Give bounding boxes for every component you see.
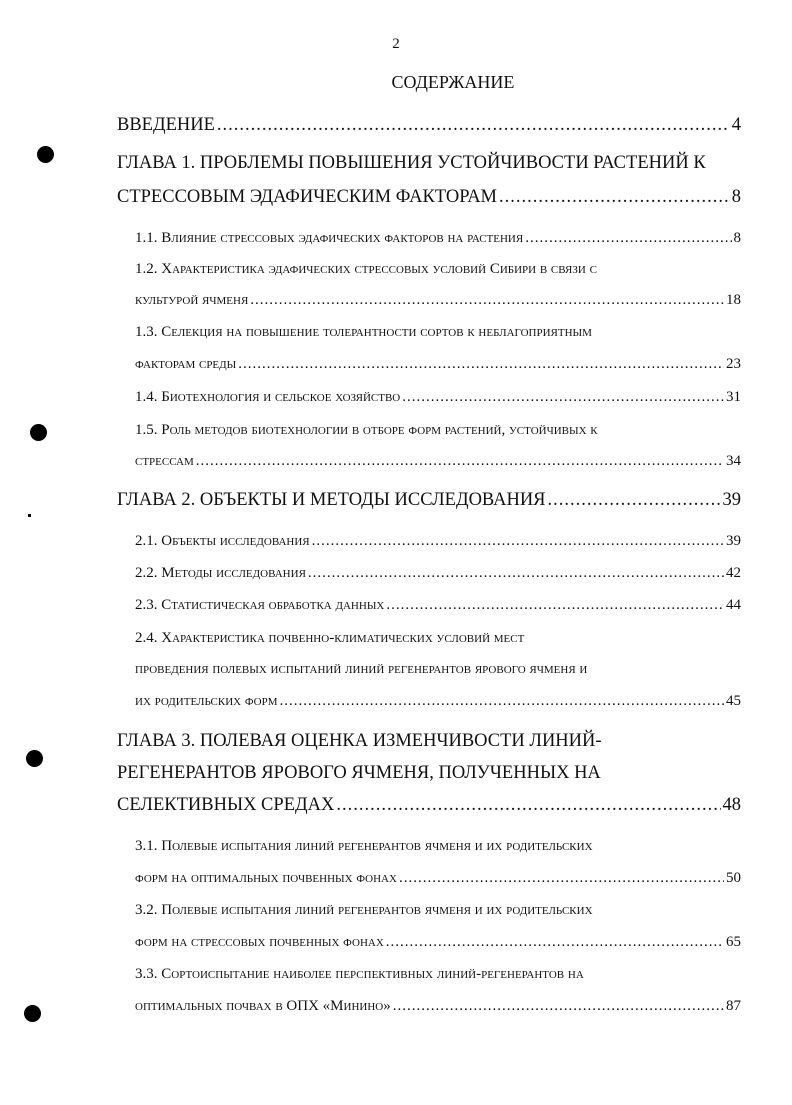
toc-entry-text: 2.2. Методы исследования [135,565,306,581]
toc-entry-section-2-2[interactable] [135,559,741,587]
toc-entry-page: 44 [726,597,741,613]
scan-speck [28,514,31,517]
toc-entry-chapter-3-line-2[interactable] [117,759,741,787]
toc-entry-text: СЕЛЕКТИВНЫХ СРЕДАХ [117,795,335,815]
toc-entry-section-1-3[interactable] [135,350,741,378]
toc-entry-page: 39 [722,490,741,510]
toc-entry-section-2-4-line-2[interactable] [135,655,741,683]
leader-dots [402,383,724,411]
toc-entry-section-1-3-line-1[interactable] [135,318,741,346]
leader-dots [196,447,724,475]
toc-entry-chapter-3[interactable] [117,791,741,819]
toc-entry-section-3-2-line-1[interactable] [135,896,741,924]
toc-entry-section-1-2-line-1[interactable] [135,255,741,283]
toc-entry-section-1-2[interactable] [135,286,741,314]
leader-dots [217,111,730,139]
leader-dots [499,183,730,211]
toc-entry-section-2-4[interactable] [135,687,741,715]
toc-entry-text: 1.4. Биотехнология и сельское хозяйство [135,389,401,405]
toc-entry-page: 18 [726,292,741,308]
toc-entry-page: 4 [731,115,741,135]
toc-entry-text: 3.1. Полевые испытания линий регенерантов ячменя и их родительских [135,838,593,854]
toc-entry-text: 2.4. Характеристика почвенно-климатических условий мест [135,630,525,646]
toc-entry-page: 31 [726,389,741,405]
punch-hole-mark [30,424,47,441]
toc-entry-page: 8 [731,187,741,207]
toc-entry-text: ГЛАВА 3. ПОЛЕВАЯ ОЦЕНКА ИЗМЕНЧИВОСТИ ЛИНИЙ- [117,731,602,751]
toc-entry-section-1-1[interactable] [135,224,741,252]
toc-entry-chapter-2[interactable] [117,486,741,514]
toc-entry-page: 8 [733,230,741,246]
toc-entry-text: факторам среды [135,356,237,372]
page-number: 2 [392,36,400,52]
toc-entry-page: 23 [726,356,741,372]
toc-entry-text: 2.1. Объекты исследования [135,533,310,549]
toc-entry-text: 1.3. Селекция на повышение толерантности сортов к неблагоприятным [135,324,592,340]
toc-entry-chapter-1[interactable] [117,183,741,211]
toc-entry-page: 34 [726,453,741,469]
toc-entry-section-1-5[interactable] [135,447,741,475]
toc-entry-text: культурой ячменя [135,292,249,308]
leader-dots [250,286,724,314]
toc-entry-text: их родительских форм [135,693,278,709]
toc-entry-section-3-2[interactable] [135,928,741,956]
toc-entry-text: 1.1. Влияние стрессовых эдафических факторов на растения [135,230,524,246]
punch-hole-mark [24,1005,41,1022]
leader-dots [386,928,724,956]
toc-entry-page: 48 [722,795,741,815]
leader-dots [548,486,721,514]
toc-entry-introduction[interactable] [117,111,741,139]
toc-entry-text: 2.3. Статистическая обработка данных [135,597,385,613]
toc-entry-text: 3.3. Сортоиспытание наиболее перспективных линий-регенерантов на [135,966,584,982]
punch-hole-mark [26,750,43,767]
toc-entry-text: 3.2. Полевые испытания линий регенерантов ячменя и их родительских [135,902,593,918]
toc-entry-text: ВВЕДЕНИЕ [117,115,215,135]
toc-entry-section-2-3[interactable] [135,591,741,619]
leader-dots [336,791,720,819]
leader-dots [308,559,724,587]
leader-dots [525,224,731,252]
toc-entry-chapter-1-line-1[interactable] [117,149,741,177]
toc-entry-section-3-1-line-1[interactable] [135,832,741,860]
toc-entry-text: оптимальных почвах в ОПХ «Минино» [135,998,391,1014]
toc-entry-section-3-3-line-1[interactable] [135,960,741,988]
toc-entry-text: форм на стрессовых почвенных фонах [135,934,384,950]
punch-hole-mark [37,146,54,163]
toc-entry-text: форм на оптимальных почвенных фонах [135,870,397,886]
toc-entry-page: 39 [726,533,741,549]
toc-entry-text: РЕГЕНЕРАНТОВ ЯРОВОГО ЯЧМЕНЯ, ПОЛУЧЕННЫХ НА [117,763,601,783]
toc-entry-page: 50 [726,870,741,886]
toc-entry-text: ГЛАВА 1. ПРОБЛЕМЫ ПОВЫШЕНИЯ УСТОЙЧИВОСТИ РАСТЕНИЙ К [117,153,706,173]
toc-entry-text: СТРЕССОВЫМ ЭДАФИЧЕСКИМ ФАКТОРАМ [117,187,497,207]
toc-entry-page: 87 [726,998,741,1014]
leader-dots [399,864,724,892]
toc-title: СОДЕРЖАНИЕ [391,72,515,92]
toc-entry-text: проведения полевых испытаний линий регенерантов ярового ячменя и [135,661,588,677]
leader-dots [393,992,724,1020]
toc-entry-section-2-1[interactable] [135,527,741,555]
toc-entry-page: 65 [726,934,741,950]
toc-entry-chapter-3-line-1[interactable] [117,727,741,755]
toc-entry-page: 45 [726,693,741,709]
toc-entry-text: ГЛАВА 2. ОБЪЕКТЫ И МЕТОДЫ ИССЛЕДОВАНИЯ [117,490,546,510]
toc-entry-text: стрессам [135,453,194,469]
leader-dots [280,687,724,715]
toc-entry-section-3-3[interactable] [135,992,741,1020]
toc-entry-text: 1.5. Роль методов биотехнологии в отборе форм растений, устойчивых к [135,422,598,438]
toc-entry-section-1-4[interactable] [135,383,741,411]
toc-entry-page: 42 [726,565,741,581]
toc-entry-section-2-4-line-1[interactable] [135,624,741,652]
leader-dots [312,527,724,555]
toc-entry-text: 1.2. Характеристика эдафических стрессовых условий Сибири в связи с [135,261,597,277]
toc-entry-section-1-5-line-1[interactable] [135,416,741,444]
leader-dots [238,350,724,378]
toc-entry-section-3-1[interactable] [135,864,741,892]
leader-dots [386,591,724,619]
